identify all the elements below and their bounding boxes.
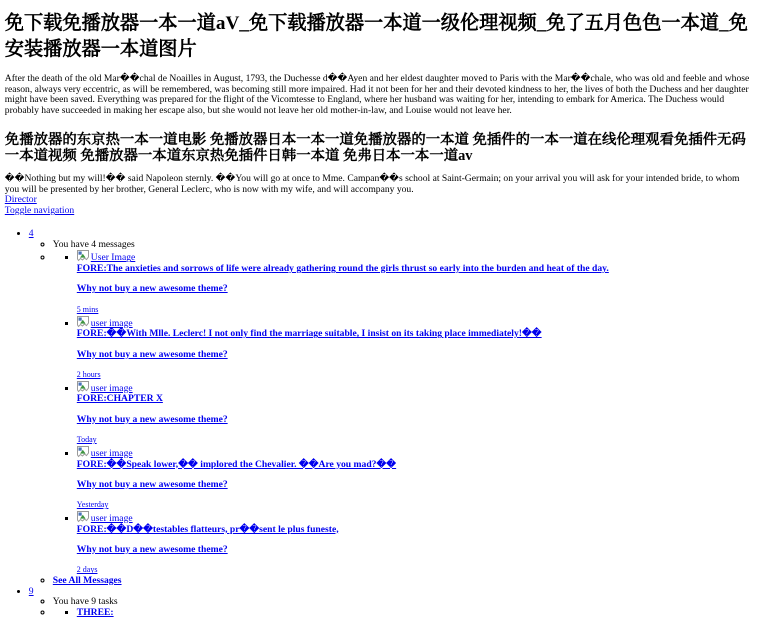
messages-list [53, 250, 755, 576]
promo-theme-link[interactable]: Why not buy a new awesome theme? [76, 413, 228, 425]
tasks-list [53, 608, 755, 619]
user-image-label: user image [90, 512, 133, 524]
message-item [77, 250, 755, 315]
user-image-label: User Image [90, 252, 136, 264]
message-time-link[interactable]: Today [76, 435, 97, 445]
message-time-link[interactable]: Yesterday [76, 500, 109, 510]
user-image-label: user image [90, 382, 133, 394]
message-time-link[interactable]: 2 hours [76, 369, 101, 379]
messages-list-container [53, 250, 755, 576]
tasks-list-container [53, 608, 755, 619]
message-title-link[interactable]: FORE:CHAPTER X [76, 393, 163, 405]
see-all-messages-link[interactable]: See All Messages [52, 575, 122, 587]
promo-theme-link[interactable]: Why not buy a new awesome theme? [76, 478, 228, 490]
message-item [77, 316, 755, 381]
user-image-link[interactable] [77, 383, 133, 394]
message-item [77, 381, 755, 446]
director-link[interactable]: Director [4, 194, 37, 206]
messages-dropdown-item [29, 229, 755, 587]
toggle-navigation-link[interactable]: Toggle navigation [4, 205, 75, 217]
paragraph-napoleon-text: ��Nothing but my will!�� said Napoleon sternly. ��You will go at once to Mme. Campan��s school at Saint-Germain; on your arrival you will ask for your intended bride, to whom you will be presented by her brother, General Leclerc, who is now with my wife, and will accompany you. [4, 172, 740, 195]
broken-image-icon [77, 316, 89, 328]
paragraph-duchesse: After the death of the old Mar��chal de Noailles in August, 1793, the Duchesse d��Ayen and her eldest daughter moved to Paris with the Mar��chale, who was old and feeble and whose reason, always very eccentric, as will be remembered, was becoming still more impaired. Had it not been for her and their devoted kindness to her, the lives of both the Duchess and her daughter might have been saved. Everything was prepared for the flight of the Vicomtesse to England, where her husband was waiting for her, intending to embark for America. The Duchess would probably have succeeded in making her escape also, but she would not leave her old mother-in-law, and Louise would not leave her. [4, 72, 750, 116]
message-title-link[interactable]: FORE:The anxieties and sorrows of life were already gathering round the girls thrust so early into the burden and heat of the day. [76, 263, 609, 275]
tasks-badge-link[interactable]: 9 [28, 585, 34, 597]
paragraph-napoleon [5, 174, 755, 217]
page-subtitle: 免播放器的东京热一本一道电影 免播放器日本一本一道免播放器的一本道 免插件的一本一道在线伦理观看免插件无码一本道视频 免播放器一本道东京热免插件日韩一本道 免弗日本一本一道av [4, 131, 746, 164]
page-title: 免下载免播放器一本一道aV_免下载播放器一本道一级伦理视频_免了五月色色一本道_免安装播放器一本道图片 [4, 12, 748, 61]
promo-theme-link[interactable]: Why not buy a new awesome theme? [76, 348, 228, 360]
promo-theme-link[interactable]: Why not buy a new awesome theme? [76, 283, 228, 295]
broken-image-icon [77, 446, 89, 458]
tasks-menu [29, 597, 755, 618]
user-image-link[interactable] [77, 448, 133, 459]
message-item [77, 446, 755, 511]
messages-menu [29, 240, 755, 587]
tasks-header: ◦ You have 9 tasks [53, 597, 755, 608]
user-image-link[interactable] [77, 513, 133, 524]
tasks-dropdown-item [29, 587, 755, 619]
promo-theme-link[interactable]: Why not buy a new awesome theme? [76, 543, 228, 555]
see-all-messages-item [53, 576, 755, 587]
message-title-link[interactable]: FORE:��D��testables flatteurs, pr��sent le plus funeste, [76, 523, 339, 535]
message-item [77, 511, 755, 576]
message-title-link[interactable]: FORE:��With Mlle. Leclerc! I not only find the marriage suitable, I insist on its taking place immediately!�� [76, 328, 542, 340]
user-image-label: user image [90, 317, 133, 329]
user-image-link[interactable] [77, 318, 133, 329]
user-image-label: user image [90, 447, 133, 459]
notifications-list [5, 229, 755, 619]
messages-header: ◦ You have 4 messages [53, 240, 755, 251]
broken-image-icon [77, 250, 89, 262]
message-title-link[interactable]: FORE:��Speak lower,�� implored the Chevalier. ��Are you mad?�� [76, 458, 397, 470]
broken-image-icon [77, 381, 89, 393]
task-item [77, 608, 755, 619]
user-image-link[interactable] [77, 252, 135, 263]
task-title-link[interactable]: THREE: [76, 607, 114, 619]
message-time-link[interactable]: 5 mins [76, 304, 99, 314]
broken-image-icon [77, 511, 89, 523]
messages-badge-link[interactable]: 4 [28, 227, 34, 239]
message-time-link[interactable]: 2 days [76, 565, 98, 575]
